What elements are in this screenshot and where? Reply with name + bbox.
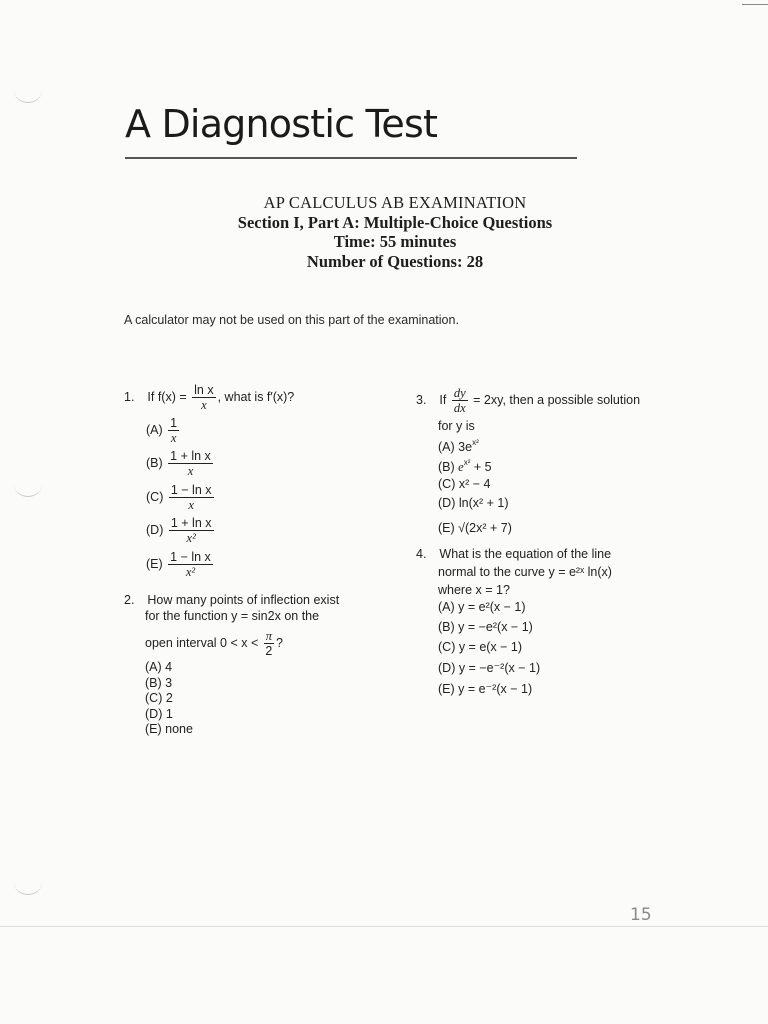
option-label: (A) (146, 422, 163, 437)
exam-header (160, 193, 630, 271)
option-text: ln(x² + 1) (458, 496, 509, 510)
option-label: (D) (146, 522, 164, 537)
fraction-numerator: 1 + ln x (170, 449, 211, 463)
question-1 (124, 383, 294, 412)
fraction-denominator: x (187, 464, 194, 478)
page-edge-line (0, 926, 768, 927)
fraction-numerator: ln x (194, 383, 214, 397)
option-label: (E) (438, 521, 455, 535)
option-label: (B) (146, 455, 163, 470)
option-2d[interactable]: (D) 1 (145, 707, 173, 721)
option-2c[interactable]: (C) 2 (145, 691, 173, 705)
question-3 (416, 386, 640, 415)
fraction-numerator: π (265, 629, 273, 643)
question-3-line: for y is (438, 419, 475, 433)
fraction-denominator: 2 (265, 644, 273, 658)
fraction-numerator: 1 + ln x (170, 516, 212, 530)
option-1b[interactable] (146, 449, 215, 478)
option-text: 3e (458, 440, 473, 454)
option-2a[interactable]: (A) 4 (145, 660, 173, 674)
option-2e[interactable]: (E) none (145, 722, 193, 736)
option-4c[interactable]: (C) y = e(x − 1) (438, 640, 523, 654)
option-label: (A) (438, 440, 455, 454)
question-number: 4. (416, 547, 427, 561)
option-label: (E) (146, 556, 163, 571)
question-text: If f(x) = (147, 389, 187, 404)
option-exponent: x² (463, 458, 471, 467)
question-text: What is the equation of the line (439, 547, 612, 561)
punch-hole-mark (14, 870, 42, 895)
question-4 (416, 546, 611, 562)
question-number: 3. (416, 392, 427, 407)
option-4a[interactable]: (A) y = e²(x − 1) (438, 600, 526, 614)
option-1c[interactable] (146, 483, 216, 512)
option-label: (C) (438, 477, 456, 491)
question-2-line (145, 629, 283, 658)
question-text: open interval 0 < x < (145, 635, 259, 650)
option-2b[interactable]: (B) 3 (145, 676, 173, 690)
fraction (192, 383, 215, 412)
fraction-numerator: 1 (170, 416, 178, 430)
fraction-numerator: dy (453, 386, 466, 400)
punch-hole-mark (14, 472, 42, 497)
fraction-denominator: x (188, 498, 194, 512)
option-4b[interactable]: (B) y = −e²(x − 1) (438, 620, 533, 634)
option-label: (D) (438, 496, 456, 510)
option-label: (B) (438, 460, 455, 474)
option-3e[interactable] (438, 521, 512, 535)
question-number: 2. (124, 593, 135, 607)
question-text: = 2xy, then a possible solution (473, 392, 641, 407)
question-text: How many points of inflection exist (147, 593, 340, 607)
option-1e[interactable] (146, 550, 215, 579)
question-count: Number of Questions: 28 (306, 251, 484, 271)
section-name: Section I, Part A: Multiple-Choice Questions (237, 212, 553, 232)
exam-name: AP CALCULUS AB EXAMINATION (263, 193, 527, 212)
option-text: + 5 (470, 460, 492, 474)
question-text: , what is f′(x)? (217, 389, 295, 404)
option-text: √(2x² + 7) (458, 521, 512, 535)
fraction-numerator: 1 − ln x (170, 550, 211, 564)
option-3a[interactable] (438, 438, 479, 454)
option-3d[interactable] (438, 496, 509, 510)
page-number: 15 (630, 905, 652, 925)
question-4-line: where x = 1? (438, 583, 510, 597)
corner-mark (742, 4, 768, 5)
option-text: x² − 4 (458, 477, 491, 491)
page-title: A Diagnostic Test (125, 102, 438, 146)
option-1d[interactable] (146, 516, 216, 545)
option-4e[interactable]: (E) y = e⁻²(x − 1) (438, 682, 533, 696)
option-1a[interactable] (146, 416, 181, 445)
fraction-denominator: x (201, 398, 207, 412)
question-number: 1. (124, 389, 135, 404)
question-text: ? (276, 635, 283, 650)
question-2 (124, 592, 339, 608)
option-3b[interactable] (438, 458, 492, 475)
title-rule (125, 157, 577, 159)
question-4-line: normal to the curve y = e²ˣ ln(x) (438, 565, 612, 579)
instruction-text: A calculator may not be used on this part of the examination. (124, 313, 459, 327)
time-limit: Time: 55 minutes (333, 232, 457, 251)
option-4d[interactable]: (D) y = −e⁻²(x − 1) (438, 661, 541, 675)
fraction-denominator: dx (453, 401, 466, 415)
option-3c[interactable] (438, 477, 490, 491)
option-text: e (458, 460, 464, 474)
fraction-numerator: 1 − ln x (170, 483, 212, 497)
option-label: (C) (146, 489, 164, 504)
fraction-denominator: x² (186, 531, 196, 545)
fraction-denominator: x² (185, 565, 196, 579)
question-text: If (439, 392, 447, 407)
fraction-denominator: x (170, 431, 177, 445)
punch-hole-mark (14, 78, 42, 103)
question-2-line: for the function y = sin2x on the (145, 609, 320, 623)
option-exponent: x² (472, 438, 479, 447)
